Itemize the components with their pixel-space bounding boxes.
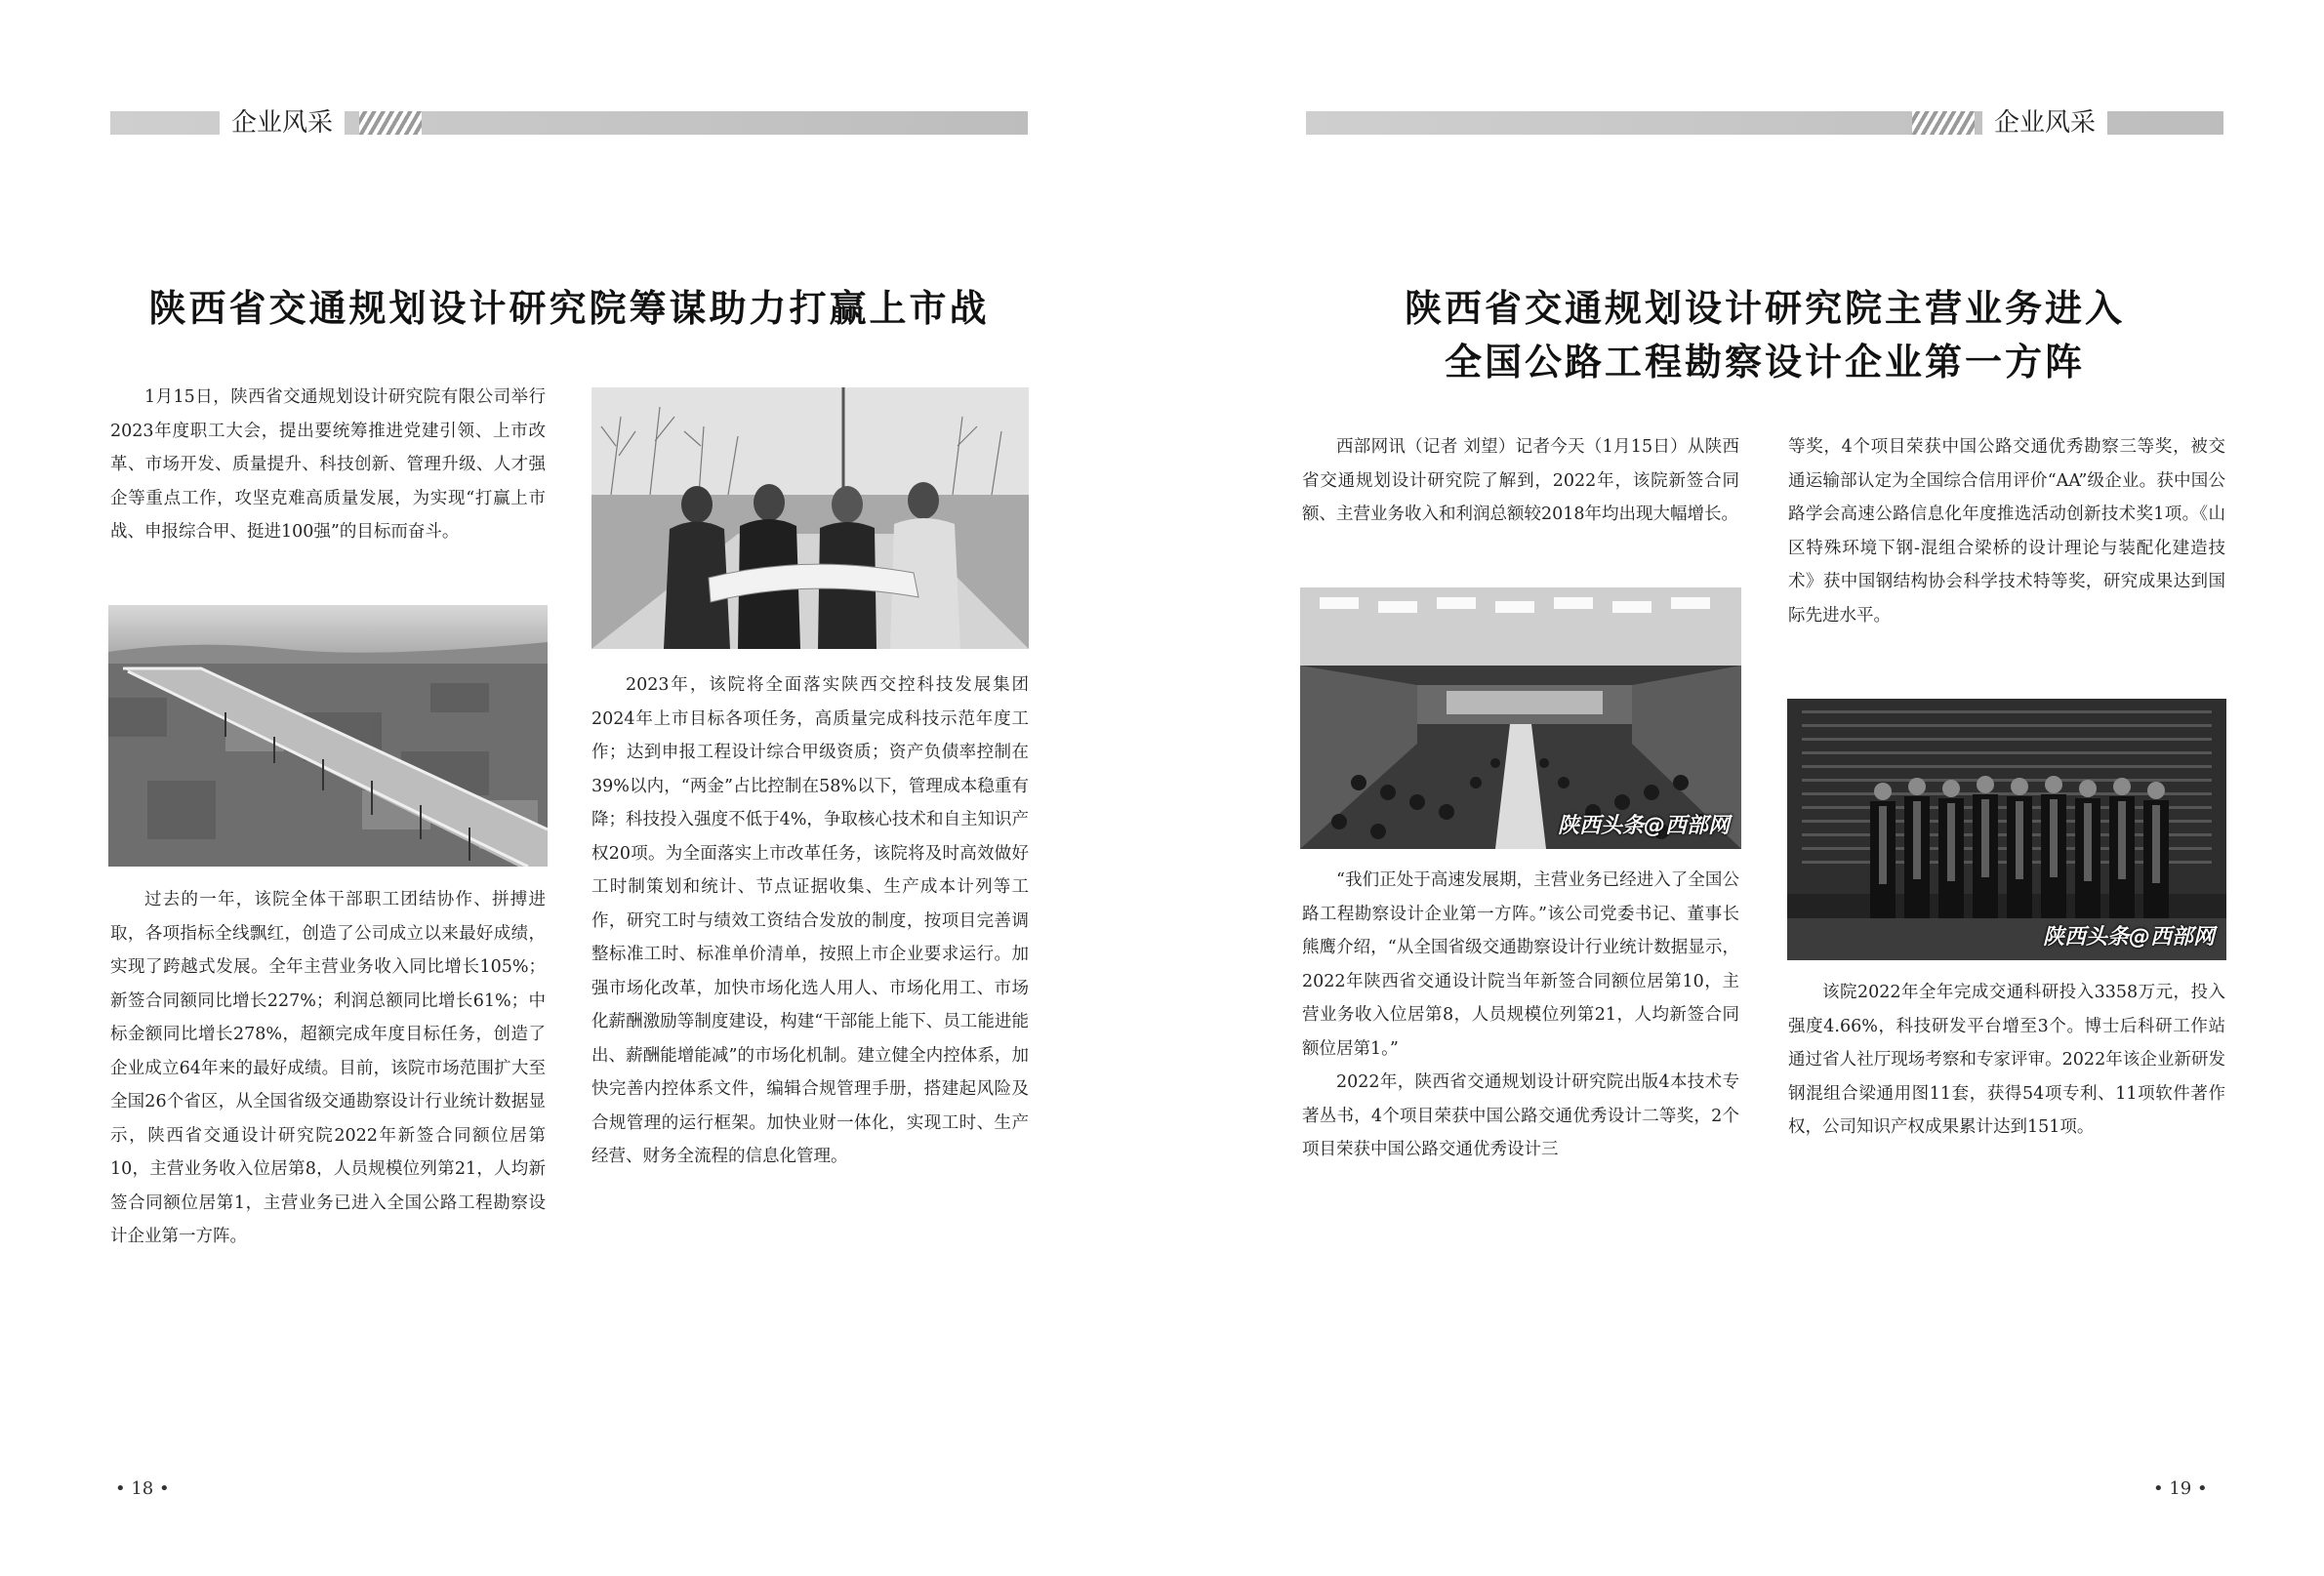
page-number: • 18 • bbox=[115, 1478, 170, 1499]
right-page bbox=[1162, 0, 2324, 1576]
field-inspection-photo bbox=[591, 387, 1029, 649]
article-column-2-continued bbox=[1788, 976, 2225, 1145]
article-column-1-continued bbox=[1302, 864, 1739, 1167]
article-title-line-2: 全国公路工程勘察设计企业第一方阵 bbox=[1444, 341, 2085, 384]
article-title-line-1: 陕西省交通规划设计研究院主营业务进入 bbox=[1404, 287, 2125, 330]
article-column-2 bbox=[591, 668, 1029, 1174]
paragraph: 2022年，陕西省交通规划设计研究院出版4本技术专著丛书，4个项目荣获中国公路交通优秀设计二等奖，2个项目荣获中国公路交通优秀设计三 bbox=[1302, 1072, 1739, 1159]
header-stripes bbox=[359, 111, 422, 135]
highway-aerial-photo bbox=[108, 605, 548, 867]
article-title: 陕西省交通规划设计研究院筹谋助力打赢上市战 bbox=[148, 287, 990, 330]
paragraph: 西部网讯（记者 刘望）记者今天（1月15日）从陕西省交通规划设计研究院了解到，2022年，该院新签合同额、主营业务收入和利润总额较2018年均出现大幅增长。 bbox=[1302, 437, 1739, 524]
paragraph: 2023年，该院将全面落实陕西交控科技发展集团2024年上市目标各项任务，高质量完成科技示范年度工作；达到申报工程设计综合甲级资质；资产负债率控制在39%以内，“两金”占比控制在58%以下，管理成本稳重有降；科技投入强度不低于4%，争取核心技术和自主知识产权20项。为全面落实上市改革任务，该院将及时高效做好工时制策划和统计、节点证据收集、生产成本计列等工作，研究工时与绩效工资结合发放的制度，按项目完善调整标准工时、标准单价清单，按照上市企业要求运行。加强市场化改革，加快市场化选人用人、市场化用工、市场化薪酬激励等制度建设，构建“干部能上能下、员工能进能出、薪酬能增能减”的市场化机制。建立健全内控体系，加快完善内控体系文件，编辑合规管理手册，搭建起风险及合规管理的运行框架。加快业财一体化，实现工时、生产经营、财务全流程的信息化管理。 bbox=[591, 675, 1029, 1166]
paragraph: 1月15日，陕西省交通规划设计研究院有限公司举行2023年度职工大会，提出要统筹推进党建引领、上市改革、市场开发、质量提升、科技创新、管理升级、人才强企等重点工作，攻坚克难高质量发展，为实现“打赢上市战、申报综合甲、挺进100强”的目标而奋斗。 bbox=[110, 387, 546, 542]
paragraph: 该院2022年全年完成交通科研投入3358万元，投入强度4.66%，科技研发平台增至3个。博士后科研工作站通过省人社厅现场考察和专家评审。2022年该企业新研发钢混组合梁通用图11套，获得54项专利、11项软件著作权，公司知识产权成果累计达到151项。 bbox=[1788, 983, 2225, 1137]
paragraph: 过去的一年，该院全体干部职工团结协作、拼搏进取，各项指标全线飘红，创造了公司成立以来最好成绩，实现了跨越式发展。全年主营业务收入同比增长105%；新签合同额同比增长227%；利润总额同比增长61%；中标金额同比增长278%，超额完成年度目标任务，创造了企业成立64年来的最好成绩。目前，该院市场范围扩大至全国26个省区，从全国省级交通勘察设计行业统计数据显示，陕西省交通设计研究院2022年新签合同额位居第10，主营业务收入位居第8，人员规模位列第21，人均新签合同额位居第1，主营业务已进入全国公路工程勘察设计企业第一方阵。 bbox=[110, 890, 546, 1246]
section-header-label: 企业风采 bbox=[220, 103, 345, 142]
photo-watermark: 陕西头条@西部网 bbox=[1557, 814, 1730, 838]
staff-meeting-photo bbox=[1300, 587, 1741, 849]
header-stripes bbox=[1912, 111, 1975, 135]
paragraph: 等奖，4个项目荣获中国公路交通优秀勘察三等奖，被交通运输部认定为全国综合信用评价“AA”级企业。获中国公路学会高速公路信息化年度推选活动创新技术奖1项。《山区特殊环境下钢-混组合梁桥的设计理论与装配化建造技术》获中国钢结构协会科学技术特等奖，研究成果达到国际先进水平。 bbox=[1788, 437, 2225, 626]
article-column-1 bbox=[1302, 430, 1739, 532]
paragraph: “我们正处于高速发展期，主营业务已经进入了全国公路工程勘察设计企业第一方阵。”该公司党委书记、董事长熊鹰介绍，“从全国省级交通勘察设计行业统计数据显示，2022年陕西省交通设计院当年新签合同额位居第10，主营业务收入位居第8，人员规模位列第21，人均新签合同额位居第1。” bbox=[1302, 870, 1739, 1059]
photo-watermark: 陕西头条@西部网 bbox=[2042, 925, 2215, 950]
section-header-label: 企业风采 bbox=[1982, 103, 2107, 142]
page-number: • 19 • bbox=[2153, 1478, 2208, 1499]
award-ceremony-photo bbox=[1787, 699, 2226, 960]
article-column-2 bbox=[1788, 430, 2225, 632]
article-column-1 bbox=[110, 381, 546, 549]
article-column-1-continued bbox=[110, 883, 546, 1254]
